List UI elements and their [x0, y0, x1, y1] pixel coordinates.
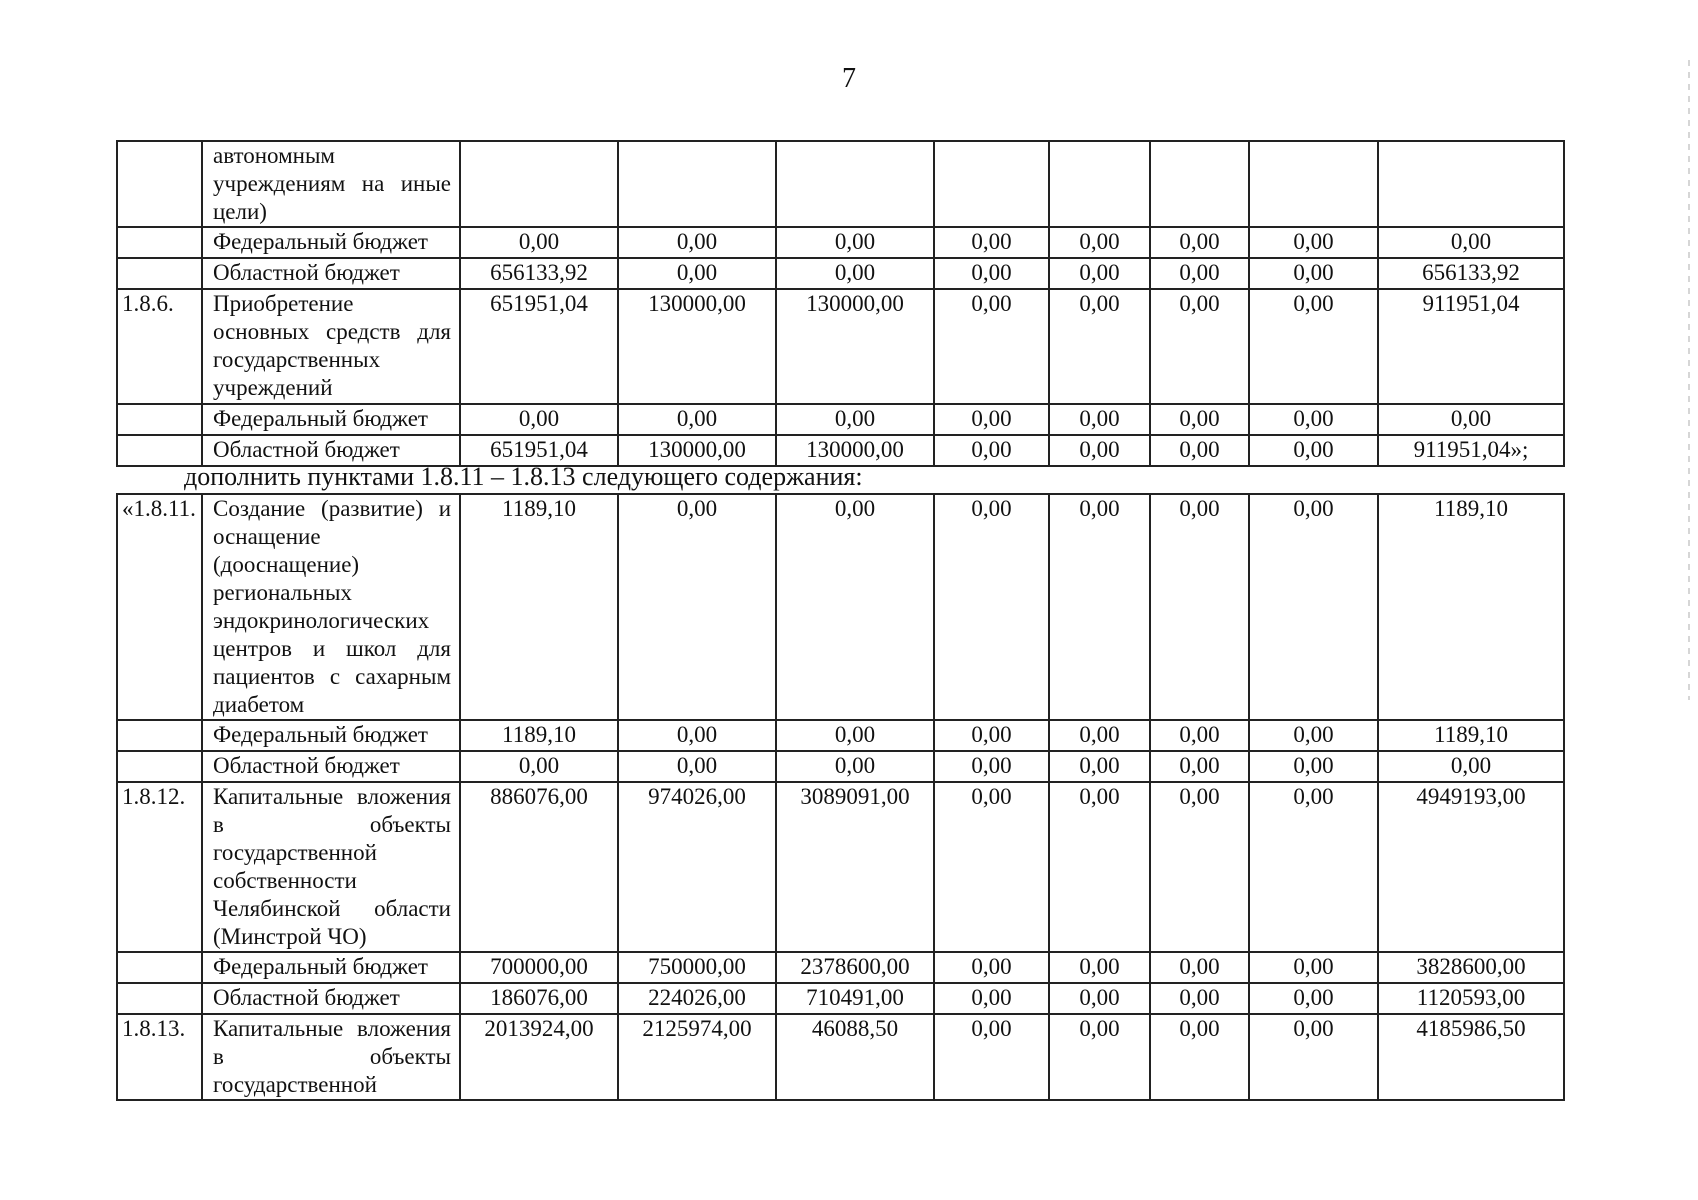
row-description-cell: Приобретение основных средств для государственных учреждений	[202, 289, 460, 404]
value-cell: 0,00	[1150, 258, 1249, 289]
value-cell: 0,00	[1150, 289, 1249, 404]
row-description-cell: Областной бюджет	[202, 435, 460, 466]
value-cell: 1189,10	[1378, 494, 1564, 720]
row-description-cell: Областной бюджет	[202, 258, 460, 289]
value-cell: 4185986,50	[1378, 1014, 1564, 1100]
value-cell: 0,00	[776, 258, 934, 289]
budget-table-upper	[116, 140, 1565, 467]
value-cell: 710491,00	[776, 983, 934, 1014]
insert-instruction-text: дополнить пунктами 1.8.11 – 1.8.13 следующего содержания:	[184, 462, 863, 491]
value-cell: 0,00	[1049, 983, 1150, 1014]
value-cell: 0,00	[618, 751, 776, 782]
row-index-cell	[117, 141, 202, 227]
value-cell: 0,00	[934, 983, 1049, 1014]
value-cell: 0,00	[776, 227, 934, 258]
value-cell: 0,00	[934, 782, 1049, 952]
value-cell: 0,00	[1249, 952, 1378, 983]
budget-table-lower	[116, 493, 1565, 1101]
value-cell: 0,00	[1150, 952, 1249, 983]
value-cell: 0,00	[934, 952, 1049, 983]
row-index-cell	[117, 404, 202, 435]
value-cell: 0,00	[934, 494, 1049, 720]
lower-table-body	[117, 494, 1564, 1100]
value-cell: 750000,00	[618, 952, 776, 983]
value-cell: 0,00	[618, 404, 776, 435]
table-row	[117, 1014, 1564, 1100]
value-cell: 0,00	[1150, 404, 1249, 435]
row-description-cell: Федеральный бюджет	[202, 720, 460, 751]
row-description-cell: Областной бюджет	[202, 751, 460, 782]
value-cell: 0,00	[934, 1014, 1049, 1100]
value-cell: 0,00	[1049, 435, 1150, 466]
value-cell	[1378, 141, 1564, 227]
table-row	[117, 782, 1564, 952]
row-index-cell: 1.8.12.	[117, 782, 202, 952]
table-row	[117, 494, 1564, 720]
value-cell: 3089091,00	[776, 782, 934, 952]
table-row	[117, 751, 1564, 782]
table-row	[117, 227, 1564, 258]
value-cell	[934, 141, 1049, 227]
row-index-cell: «1.8.11.	[117, 494, 202, 720]
page-number: 7	[842, 63, 856, 94]
value-cell: 0,00	[776, 494, 934, 720]
row-description-cell: Капитальные вложения в объекты государственной собственности Челябинской области (Минстрой ЧО)	[202, 782, 460, 952]
value-cell: 3828600,00	[1378, 952, 1564, 983]
value-cell: 2125974,00	[618, 1014, 776, 1100]
value-cell: 186076,00	[460, 983, 618, 1014]
value-cell: 1120593,00	[1378, 983, 1564, 1014]
value-cell: 0,00	[618, 720, 776, 751]
value-cell: 4949193,00	[1378, 782, 1564, 952]
row-description-cell: автономным учреждениям на иные цели)	[202, 141, 460, 227]
value-cell	[1249, 141, 1378, 227]
value-cell: 0,00	[776, 404, 934, 435]
value-cell: 0,00	[618, 494, 776, 720]
value-cell: 130000,00	[776, 289, 934, 404]
scan-edge-mark	[1688, 60, 1690, 700]
value-cell: 0,00	[1049, 289, 1150, 404]
value-cell: 0,00	[1249, 404, 1378, 435]
value-cell: 974026,00	[618, 782, 776, 952]
value-cell: 0,00	[1049, 720, 1150, 751]
value-cell: 0,00	[1249, 435, 1378, 466]
value-cell: 656133,92	[1378, 258, 1564, 289]
value-cell: 1189,10	[460, 494, 618, 720]
row-description-cell: Создание (развитие) и оснащение (дооснащение) региональных эндокринологических центров и школ для пациентов с сахарным диабетом	[202, 494, 460, 720]
value-cell: 651951,04	[460, 289, 618, 404]
value-cell: 0,00	[776, 751, 934, 782]
table-row	[117, 404, 1564, 435]
value-cell: 1189,10	[460, 720, 618, 751]
row-description-cell: Капитальные вложения в объекты государственной	[202, 1014, 460, 1100]
value-cell: 0,00	[460, 751, 618, 782]
value-cell: 0,00	[934, 289, 1049, 404]
value-cell: 0,00	[934, 435, 1049, 466]
value-cell: 0,00	[934, 404, 1049, 435]
value-cell: 0,00	[1249, 751, 1378, 782]
value-cell: 0,00	[1249, 227, 1378, 258]
value-cell: 2378600,00	[776, 952, 934, 983]
value-cell	[618, 141, 776, 227]
value-cell: 0,00	[1378, 227, 1564, 258]
row-index-cell	[117, 720, 202, 751]
value-cell: 0,00	[1249, 258, 1378, 289]
value-cell: 2013924,00	[460, 1014, 618, 1100]
row-description-cell: Областной бюджет	[202, 983, 460, 1014]
value-cell: 886076,00	[460, 782, 618, 952]
value-cell: 0,00	[1150, 983, 1249, 1014]
row-index-cell	[117, 983, 202, 1014]
value-cell: 0,00	[618, 258, 776, 289]
value-cell: 0,00	[1249, 782, 1378, 952]
table-row	[117, 952, 1564, 983]
value-cell	[1150, 141, 1249, 227]
value-cell: 0,00	[460, 404, 618, 435]
value-cell: 0,00	[1049, 404, 1150, 435]
value-cell: 130000,00	[776, 435, 934, 466]
upper-table-body	[117, 141, 1564, 466]
value-cell	[1049, 141, 1150, 227]
value-cell: 0,00	[1150, 751, 1249, 782]
value-cell: 911951,04	[1378, 289, 1564, 404]
value-cell: 1189,10	[1378, 720, 1564, 751]
table-row	[117, 720, 1564, 751]
value-cell: 0,00	[1150, 494, 1249, 720]
value-cell: 700000,00	[460, 952, 618, 983]
value-cell: 0,00	[1150, 1014, 1249, 1100]
value-cell: 0,00	[1049, 782, 1150, 952]
row-index-cell	[117, 258, 202, 289]
value-cell: 0,00	[618, 227, 776, 258]
value-cell: 224026,00	[618, 983, 776, 1014]
value-cell	[460, 141, 618, 227]
value-cell: 0,00	[1049, 258, 1150, 289]
value-cell: 0,00	[1150, 435, 1249, 466]
value-cell: 656133,92	[460, 258, 618, 289]
table-row	[117, 983, 1564, 1014]
table-row	[117, 258, 1564, 289]
row-index-cell	[117, 952, 202, 983]
value-cell: 0,00	[1049, 1014, 1150, 1100]
row-description-cell: Федеральный бюджет	[202, 952, 460, 983]
value-cell: 0,00	[1049, 751, 1150, 782]
value-cell: 0,00	[1150, 782, 1249, 952]
row-index-cell: 1.8.6.	[117, 289, 202, 404]
row-description-cell: Федеральный бюджет	[202, 404, 460, 435]
table-row	[117, 141, 1564, 227]
value-cell: 130000,00	[618, 435, 776, 466]
value-cell: 0,00	[1249, 1014, 1378, 1100]
value-cell: 0,00	[1378, 404, 1564, 435]
value-cell: 0,00	[776, 720, 934, 751]
value-cell: 0,00	[1249, 720, 1378, 751]
value-cell: 0,00	[1249, 494, 1378, 720]
value-cell: 130000,00	[618, 289, 776, 404]
value-cell: 651951,04	[460, 435, 618, 466]
value-cell: 0,00	[1049, 227, 1150, 258]
value-cell	[776, 141, 934, 227]
value-cell: 0,00	[1049, 952, 1150, 983]
value-cell: 46088,50	[776, 1014, 934, 1100]
row-index-cell	[117, 227, 202, 258]
value-cell: 0,00	[934, 751, 1049, 782]
row-index-cell	[117, 751, 202, 782]
value-cell: 0,00	[1150, 720, 1249, 751]
value-cell: 0,00	[1249, 983, 1378, 1014]
row-index-cell: 1.8.13.	[117, 1014, 202, 1100]
row-description-cell: Федеральный бюджет	[202, 227, 460, 258]
value-cell: 0,00	[460, 227, 618, 258]
value-cell: 0,00	[1150, 227, 1249, 258]
value-cell: 0,00	[1378, 751, 1564, 782]
value-cell: 0,00	[934, 720, 1049, 751]
value-cell: 0,00	[934, 227, 1049, 258]
table-row	[117, 289, 1564, 404]
value-cell: 0,00	[1049, 494, 1150, 720]
value-cell: 911951,04»;	[1378, 435, 1564, 466]
value-cell: 0,00	[1249, 289, 1378, 404]
value-cell: 0,00	[934, 258, 1049, 289]
